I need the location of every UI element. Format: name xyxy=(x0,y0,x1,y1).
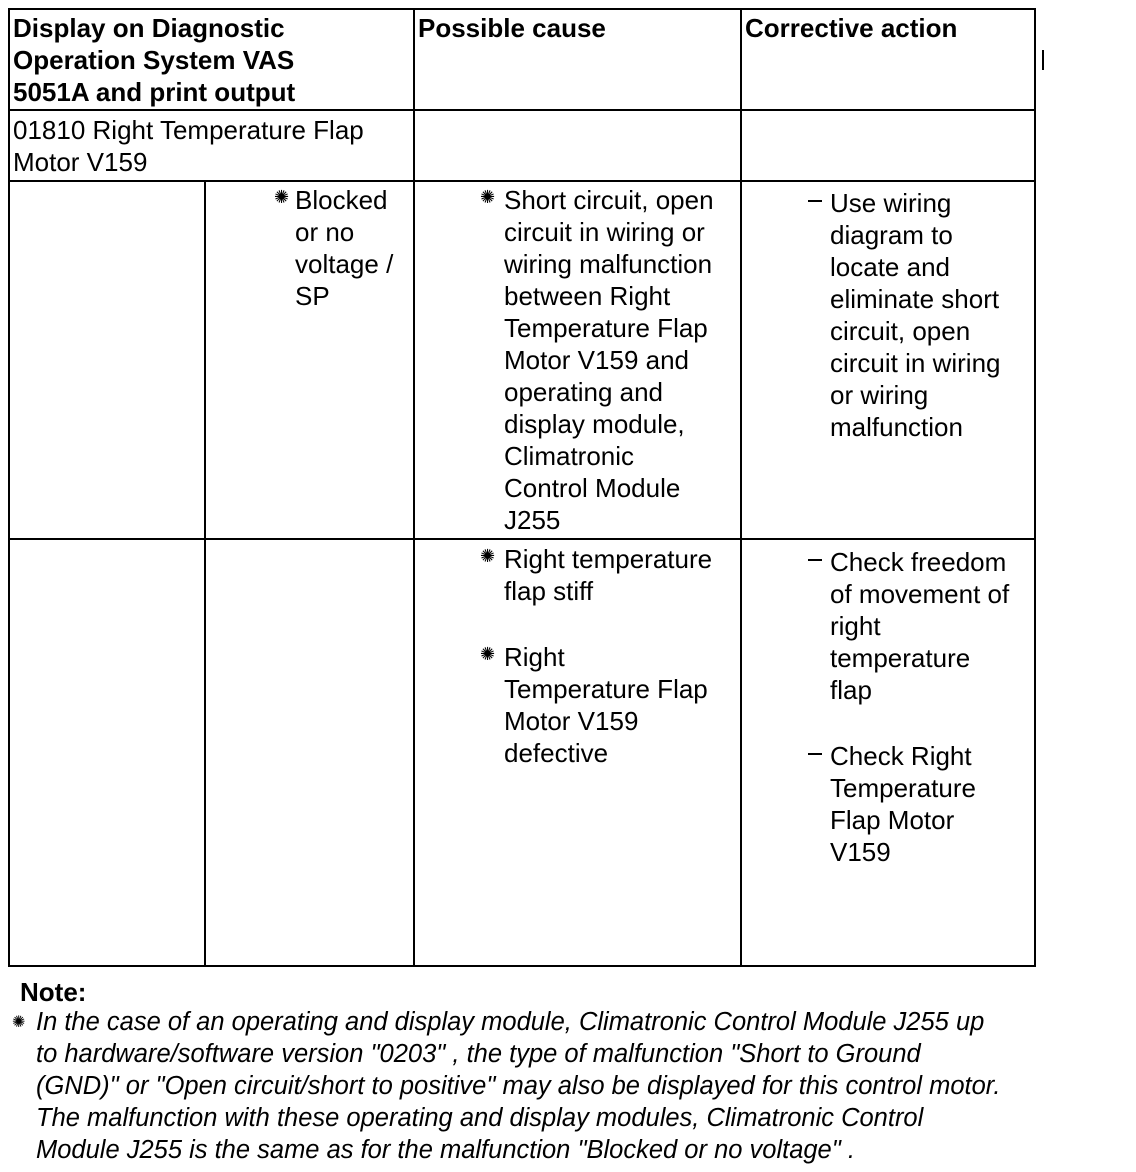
possible-cause-text: Right Temperature Flap Motor V159 defective xyxy=(504,642,708,768)
header-corrective-action: Corrective action xyxy=(745,13,958,43)
symptom-text: Blocked or no voltage / SP xyxy=(295,185,394,311)
possible-cause-text: Short circuit, open circuit in wiring or wiring malfunction between Right Temperature Flap Motor V159 and operating and display module, Climatronic Control Module J255 xyxy=(504,185,714,535)
header-possible-cause: Possible cause xyxy=(418,13,606,43)
asterisk-bullet-icon: ✺ xyxy=(480,546,496,566)
table-border-bottom xyxy=(8,965,1036,967)
dash-bullet-icon xyxy=(808,559,822,561)
corrective-action-text: Check freedom of movement of right temperature flap xyxy=(830,547,1010,705)
margin-tick xyxy=(1042,50,1044,70)
component-name: 01810 Right Temperature Flap Motor V159 xyxy=(13,115,364,177)
corrective-action-text: Use wiring diagram to locate and eliminate short circuit, open circuit in wiring or wiring malfunction xyxy=(830,188,1001,442)
possible-cause-text: Right temperature flap stiff xyxy=(504,544,713,606)
asterisk-bullet-icon: ✺ xyxy=(480,187,496,207)
note-text: In the case of an operating and display module, Climatronic Control Module J255 up to hardware/software version "0203" , the type of malfunction "Short to Ground (GND)" or "Open circuit/short to positive" may also be displayed for this control motor. The malfunction with these operating and display modules, Climatronic Control Module J255 is the same as for the malfunction "Blocked or no voltage" . xyxy=(36,1008,1001,1164)
asterisk-bullet-icon: ✺ xyxy=(480,644,496,664)
table-row-divider xyxy=(8,538,1036,540)
table-header-divider xyxy=(8,109,1036,111)
table-border-right xyxy=(1034,8,1036,967)
table-component-divider xyxy=(8,180,1036,182)
table-border-left xyxy=(8,8,10,967)
corrective-action-text: Check Right Temperature Flap Motor V159 xyxy=(830,741,976,867)
asterisk-bullet-icon: ✺ xyxy=(274,187,290,207)
dash-bullet-icon xyxy=(808,200,822,202)
dash-bullet-icon xyxy=(808,753,822,755)
table-border-top xyxy=(8,8,1036,10)
note-title: Note: xyxy=(20,977,87,1007)
table-column-divider-cause xyxy=(413,8,415,967)
table-subcolumn-divider xyxy=(204,180,206,967)
header-display: Display on Diagnostic Operation System VAS 5051A and print output xyxy=(13,13,296,107)
table-column-divider-action xyxy=(740,8,742,967)
asterisk-bullet-icon: ✺ xyxy=(12,1014,26,1031)
